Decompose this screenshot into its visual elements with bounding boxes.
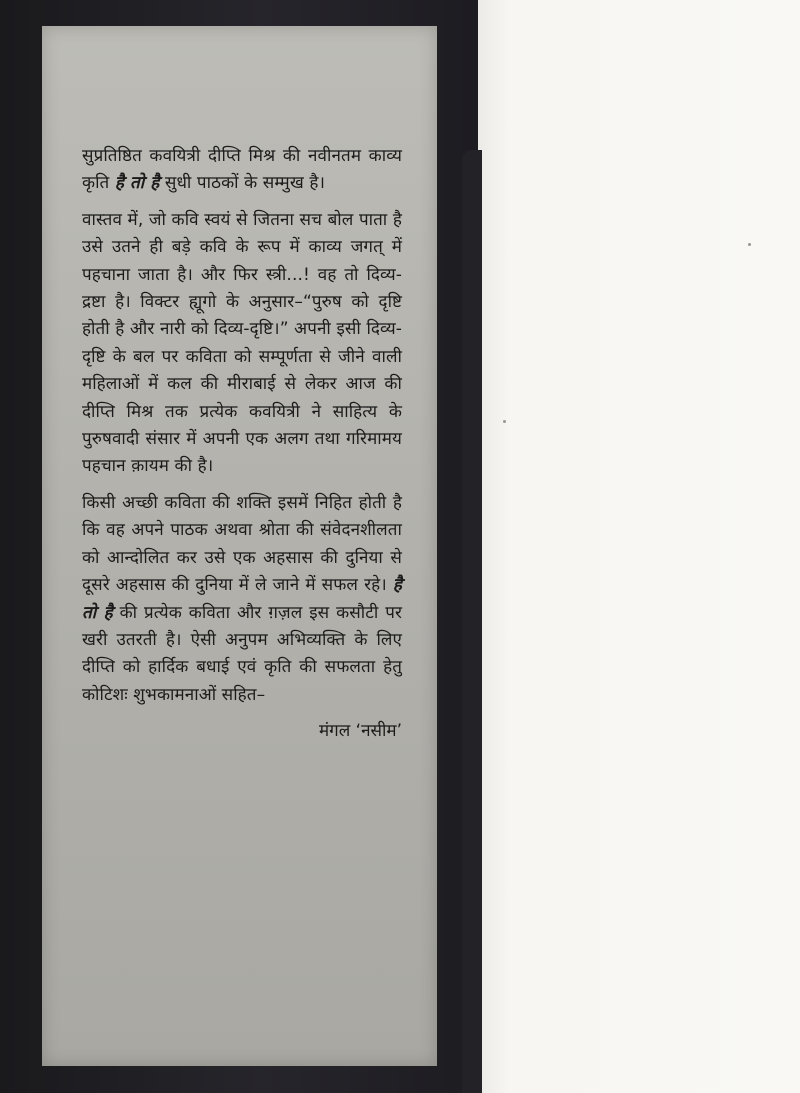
paragraph-1-text-end: सुधी पाठकों के सम्मुख है। — [164, 173, 326, 194]
adjacent-white-page — [470, 0, 800, 1093]
blurb-text — [82, 143, 402, 746]
paragraph-3-text-start: किसी अच्छी कविता की शक्ति इसमें निहित होती है कि वह अपने पाठक अथवा श्रोता की संवेदनशीलता को आन्दोलित कर उसे एक अहसास की दुनिया से दूसरे अहसास की दुनिया में ले जाने में सफल रहे। — [82, 492, 402, 596]
book-title-emphasis: है तो है — [114, 173, 160, 194]
book-title-emphasis: है तो है — [82, 575, 402, 623]
cover-edge — [462, 150, 482, 1093]
paragraph-1-text-start: सुप्रतिष्ठित कवयित्री दीप्ति मिश्र की नवीनतम काव्य कृति — [82, 146, 402, 194]
paper-speck — [503, 420, 506, 423]
blurb-paragraph-2: वास्तव में, जो कवि स्वयं से जितना सच बोल पाता है उसे उतने ही बड़े कवि के रूप में काव्य जगत् में पहचाना जाता है। और फिर स्त्री...! वह तो दिव्य-द्रष्टा है। विक्टर ह्यूगो के अनुसार–“पुरुष को दृष्टि होती है और नारी को दिव्य-दृष्टि।” अपनी इसी दिव्य-दृष्टि के बल पर कविता को सम्पूर्णता से जीने वाली महिलाओं में कल की मीराबाई से लेकर आज की दीप्ति मिश्र तक प्रत्येक कवयित्री ने साहित्य के पुरुषवादी संसार में अपनी एक अलग तथा गरिमामय पहचान क़ायम की है। — [82, 209, 402, 477]
blurb-paragraph-1 — [82, 143, 402, 198]
paper-speck — [748, 243, 751, 246]
author-signature: मंगल ‘नसीम’ — [319, 721, 402, 742]
blurb-paragraph-3 — [82, 490, 402, 709]
paragraph-3-text-end: की प्रत्येक कविता और ग़ज़ल इस कसौटी पर खरी उतरती है। ऐसी अनुपम अभिव्यक्ति के लिए दीप्ति को हार्दिक बधाई एवं कृति की सफलता हेतु कोटिशः शुभकामनाओं सहित– — [82, 602, 403, 705]
